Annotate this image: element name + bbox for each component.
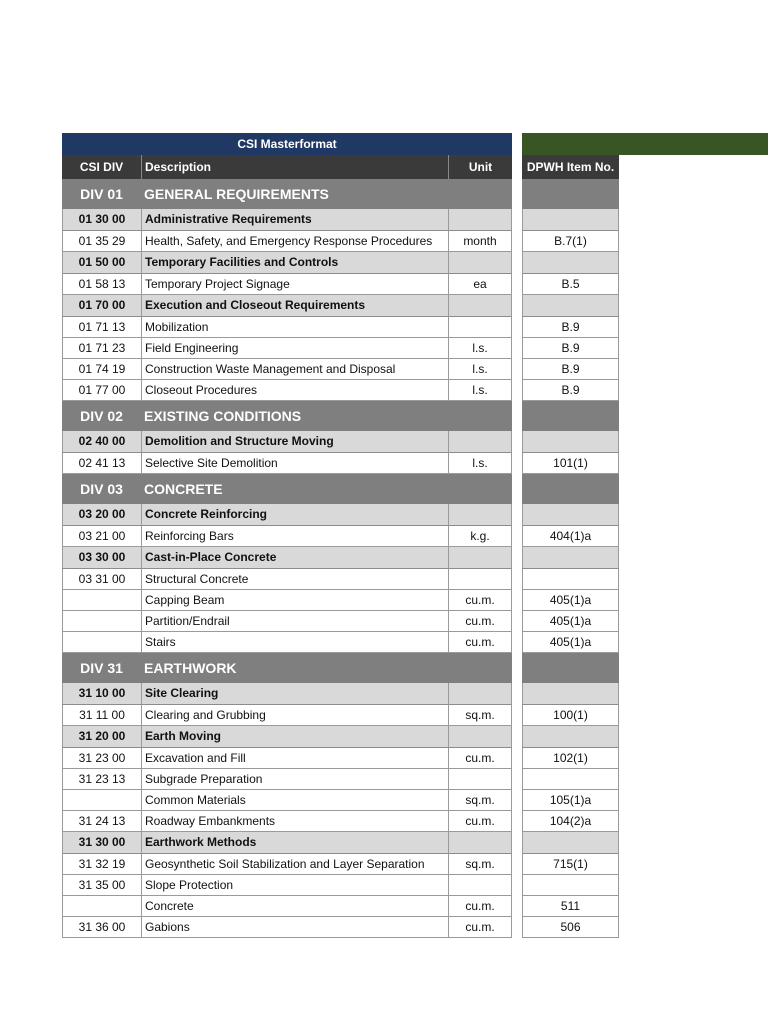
description-cell: Administrative Requirements xyxy=(141,209,448,231)
unit-cell: cu.m. xyxy=(448,632,512,653)
unit-cell xyxy=(448,832,512,854)
description-cell: Mobilization xyxy=(141,317,448,338)
green-header-bar xyxy=(522,133,768,155)
dpwh-item-cell xyxy=(522,726,619,748)
col-header-dpwh: DPWH Item No. xyxy=(522,155,619,179)
unit-cell: l.s. xyxy=(448,359,512,380)
dpwh-item-cell: B.9 xyxy=(522,380,619,401)
description-cell: Capping Beam xyxy=(141,590,448,611)
description-cell: Field Engineering xyxy=(141,338,448,359)
dpwh-item-cell: 100(1) xyxy=(522,705,619,726)
dpwh-item-cell xyxy=(522,547,619,569)
dpwh-item-cell: 511 xyxy=(522,896,619,917)
dpwh-item-cell xyxy=(522,252,619,274)
csi-div-cell: 31 23 00 xyxy=(62,748,141,769)
csi-div-cell: 01 58 13 xyxy=(62,274,141,295)
unit-cell: cu.m. xyxy=(448,748,512,769)
dpwh-item-cell xyxy=(522,295,619,317)
description-cell: Concrete Reinforcing xyxy=(141,504,448,526)
csi-div-cell: 02 41 13 xyxy=(62,453,141,474)
unit-cell: cu.m. xyxy=(448,917,512,938)
csi-div-cell xyxy=(62,611,141,632)
unit-cell: l.s. xyxy=(448,338,512,359)
unit-cell xyxy=(448,504,512,526)
unit-cell xyxy=(448,317,512,338)
unit-cell xyxy=(448,252,512,274)
description-cell: Temporary Project Signage xyxy=(141,274,448,295)
csi-div-cell: 31 10 00 xyxy=(62,683,141,705)
col-header-description: Description xyxy=(141,155,448,179)
dpwh-item-cell: 405(1)a xyxy=(522,632,619,653)
unit-cell: cu.m. xyxy=(448,590,512,611)
unit-cell: cu.m. xyxy=(448,611,512,632)
csi-div-cell: 01 50 00 xyxy=(62,252,141,274)
description-cell: Cast-in-Place Concrete xyxy=(141,547,448,569)
csi-div-cell: 31 24 13 xyxy=(62,811,141,832)
table-row xyxy=(62,632,768,653)
description-cell: Partition/Endrail xyxy=(141,611,448,632)
description-cell: Demolition and Structure Moving xyxy=(141,431,448,453)
csi-div-cell: 31 11 00 xyxy=(62,705,141,726)
dpwh-item-cell: B.7(1) xyxy=(522,231,619,252)
csi-div-cell: 03 30 00 xyxy=(62,547,141,569)
description-cell: Closeout Procedures xyxy=(141,380,448,401)
csi-div-cell xyxy=(62,590,141,611)
description-cell: Site Clearing xyxy=(141,683,448,705)
division-row xyxy=(62,474,768,504)
csi-div-cell xyxy=(62,632,141,653)
table-row xyxy=(62,748,768,769)
unit-cell: sq.m. xyxy=(448,790,512,811)
table-row xyxy=(62,875,768,896)
table-row xyxy=(62,317,768,338)
table-row xyxy=(62,590,768,611)
dpwh-item-cell: B.9 xyxy=(522,317,619,338)
description-cell: Temporary Facilities and Controls xyxy=(141,252,448,274)
unit-cell: cu.m. xyxy=(448,896,512,917)
csi-div-cell: 01 71 23 xyxy=(62,338,141,359)
dpwh-item-cell: 506 xyxy=(522,917,619,938)
dpwh-item-cell: 405(1)a xyxy=(522,611,619,632)
csi-div-cell: 01 70 00 xyxy=(62,295,141,317)
table-row xyxy=(62,705,768,726)
unit-cell xyxy=(448,431,512,453)
unit-cell xyxy=(448,653,512,683)
dpwh-item-cell xyxy=(522,474,619,504)
csi-div-cell: 31 32 19 xyxy=(62,854,141,875)
csi-div-cell: 03 20 00 xyxy=(62,504,141,526)
unit-cell xyxy=(448,683,512,705)
unit-cell xyxy=(448,295,512,317)
dpwh-item-cell: B.5 xyxy=(522,274,619,295)
csi-div-cell: DIV 03 xyxy=(62,474,141,504)
col-header-unit: Unit xyxy=(448,155,512,179)
section-row xyxy=(62,683,768,705)
description-cell: Stairs xyxy=(141,632,448,653)
csi-div-cell: 01 71 13 xyxy=(62,317,141,338)
unit-cell xyxy=(448,726,512,748)
section-row xyxy=(62,547,768,569)
description-cell: EARTHWORK xyxy=(141,653,448,683)
description-cell: Selective Site Demolition xyxy=(141,453,448,474)
dpwh-item-cell: B.9 xyxy=(522,359,619,380)
csi-div-cell: 01 77 00 xyxy=(62,380,141,401)
dpwh-item-cell xyxy=(522,875,619,896)
unit-cell: month xyxy=(448,231,512,252)
unit-cell: sq.m. xyxy=(448,854,512,875)
description-cell: Execution and Closeout Requirements xyxy=(141,295,448,317)
section-row xyxy=(62,504,768,526)
dpwh-item-cell: 105(1)a xyxy=(522,790,619,811)
dpwh-item-cell xyxy=(522,209,619,231)
dpwh-item-cell xyxy=(522,769,619,790)
dpwh-item-cell xyxy=(522,569,619,590)
dpwh-item-cell: 101(1) xyxy=(522,453,619,474)
dpwh-item-cell xyxy=(522,431,619,453)
unit-cell: l.s. xyxy=(448,453,512,474)
dpwh-item-cell: 404(1)a xyxy=(522,526,619,547)
description-cell: Excavation and Fill xyxy=(141,748,448,769)
unit-cell: l.s. xyxy=(448,380,512,401)
dpwh-item-cell xyxy=(522,653,619,683)
table-row xyxy=(62,453,768,474)
table-row xyxy=(62,359,768,380)
table-row xyxy=(62,790,768,811)
description-cell: Gabions xyxy=(141,917,448,938)
dpwh-item-cell: B.9 xyxy=(522,338,619,359)
csi-div-cell: DIV 02 xyxy=(62,401,141,431)
unit-cell xyxy=(448,569,512,590)
division-row xyxy=(62,179,768,209)
table-row xyxy=(62,854,768,875)
section-row xyxy=(62,832,768,854)
description-cell: Clearing and Grubbing xyxy=(141,705,448,726)
unit-cell xyxy=(448,179,512,209)
table-row xyxy=(62,769,768,790)
table-row xyxy=(62,526,768,547)
table-row xyxy=(62,338,768,359)
section-row xyxy=(62,209,768,231)
unit-cell: k.g. xyxy=(448,526,512,547)
csi-div-cell: 31 35 00 xyxy=(62,875,141,896)
csi-div-cell: 31 23 13 xyxy=(62,769,141,790)
table-row xyxy=(62,811,768,832)
table-row xyxy=(62,611,768,632)
description-cell: Earthwork Methods xyxy=(141,832,448,854)
description-cell: EXISTING CONDITIONS xyxy=(141,401,448,431)
csi-div-cell: DIV 01 xyxy=(62,179,141,209)
csi-div-cell: 03 21 00 xyxy=(62,526,141,547)
csi-div-cell: 03 31 00 xyxy=(62,569,141,590)
csi-div-cell: DIV 31 xyxy=(62,653,141,683)
description-cell: Roadway Embankments xyxy=(141,811,448,832)
description-cell: Common Materials xyxy=(141,790,448,811)
unit-cell xyxy=(448,474,512,504)
csi-div-cell: 31 36 00 xyxy=(62,917,141,938)
dpwh-item-cell: 405(1)a xyxy=(522,590,619,611)
table-row xyxy=(62,896,768,917)
description-cell: Structural Concrete xyxy=(141,569,448,590)
section-row xyxy=(62,726,768,748)
csi-div-cell: 01 30 00 xyxy=(62,209,141,231)
table-row xyxy=(62,569,768,590)
unit-cell xyxy=(448,209,512,231)
csi-div-cell: 01 35 29 xyxy=(62,231,141,252)
unit-cell xyxy=(448,769,512,790)
dpwh-item-cell xyxy=(522,401,619,431)
csi-div-cell xyxy=(62,896,141,917)
csi-div-cell: 31 30 00 xyxy=(62,832,141,854)
description-cell: Slope Protection xyxy=(141,875,448,896)
table-row xyxy=(62,380,768,401)
dpwh-item-cell: 102(1) xyxy=(522,748,619,769)
dpwh-item-cell xyxy=(522,683,619,705)
csi-div-cell: 01 74 19 xyxy=(62,359,141,380)
description-cell: CONCRETE xyxy=(141,474,448,504)
description-cell: Concrete xyxy=(141,896,448,917)
unit-cell: ea xyxy=(448,274,512,295)
unit-cell xyxy=(448,875,512,896)
table-row xyxy=(62,917,768,938)
dpwh-item-cell xyxy=(522,504,619,526)
table-row xyxy=(62,274,768,295)
division-row xyxy=(62,653,768,683)
section-row xyxy=(62,252,768,274)
dpwh-item-cell xyxy=(522,832,619,854)
dpwh-item-cell: 715(1) xyxy=(522,854,619,875)
unit-cell xyxy=(448,547,512,569)
description-cell: Earth Moving xyxy=(141,726,448,748)
description-cell: Subgrade Preparation xyxy=(141,769,448,790)
csi-div-cell: 31 20 00 xyxy=(62,726,141,748)
dpwh-item-cell xyxy=(522,179,619,209)
section-row xyxy=(62,431,768,453)
description-cell: Health, Safety, and Emergency Response Procedures xyxy=(141,231,448,252)
description-cell: Reinforcing Bars xyxy=(141,526,448,547)
description-cell: Construction Waste Management and Disposal xyxy=(141,359,448,380)
description-cell: GENERAL REQUIREMENTS xyxy=(141,179,448,209)
description-cell: Geosynthetic Soil Stabilization and Layer Separation xyxy=(141,854,448,875)
division-row xyxy=(62,401,768,431)
unit-cell: sq.m. xyxy=(448,705,512,726)
unit-cell xyxy=(448,401,512,431)
unit-cell: cu.m. xyxy=(448,811,512,832)
csi-div-cell: 02 40 00 xyxy=(62,431,141,453)
csi-div-cell xyxy=(62,790,141,811)
table-row xyxy=(62,231,768,252)
dpwh-item-cell: 104(2)a xyxy=(522,811,619,832)
col-header-csi-div: CSI DIV xyxy=(62,155,141,179)
section-row xyxy=(62,295,768,317)
title-bar: CSI Masterformat xyxy=(62,133,512,155)
